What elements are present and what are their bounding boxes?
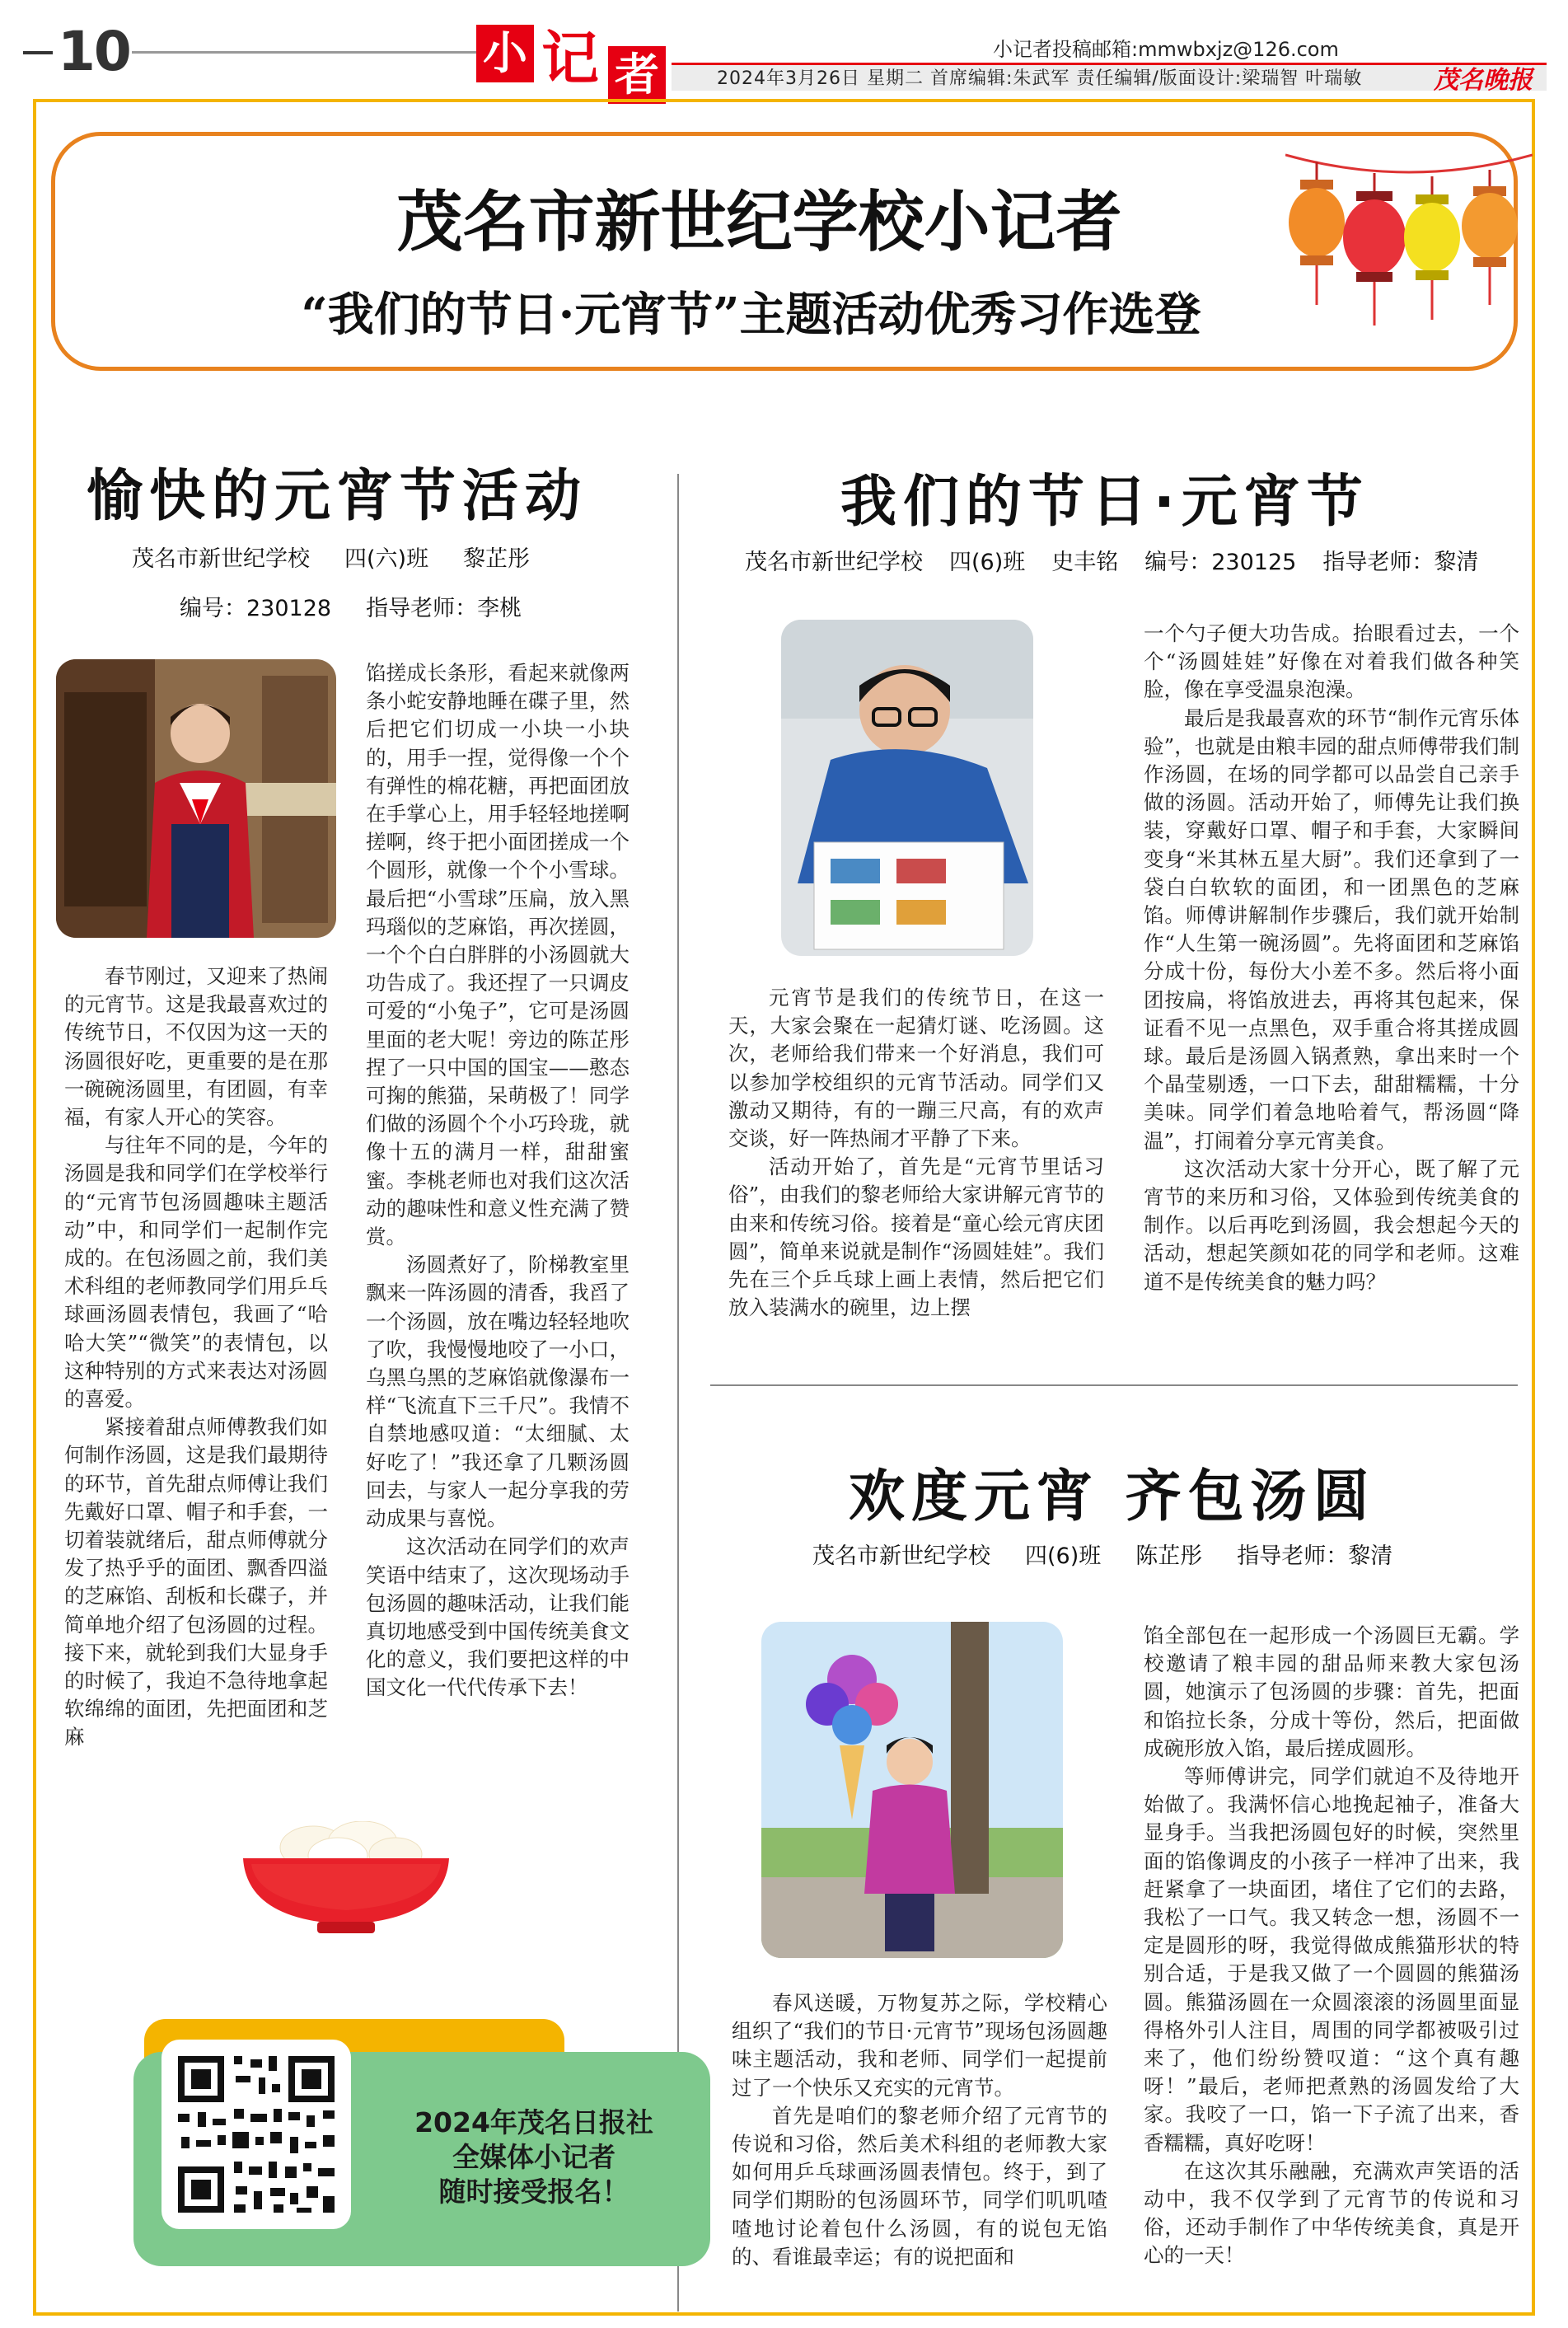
article-2-title: 我们的节日·元宵节 xyxy=(840,470,1369,535)
article-3-school: 茂名市新世纪学校 xyxy=(812,1543,990,1569)
article-2-meta-1 xyxy=(745,544,1478,576)
paragraph: 在这次其乐融融，充满欢声笑语的活动中，我不仅学到了元宵节的传说和习俗，还动手制作了中华传统美食，真是开心的一天！ xyxy=(1144,2158,1519,2268)
article-2-column-1 xyxy=(728,984,1104,1322)
column-name-char-1: 小 xyxy=(476,25,534,82)
promo-line-2: 全媒体小记者 xyxy=(452,2141,615,2173)
promo-line-3: 随时接受报名！ xyxy=(438,2176,630,2208)
promo-text xyxy=(369,2106,699,2209)
column-name-char-3: 者 xyxy=(608,46,666,104)
paragraph: 与往年不同的是，今年的汤圆是我和同学们在学校举行的“元宵节包汤圆趣味主题活动”中，和同学们一起制作完成的。在包汤圆之前，我们美术科组的老师教同学们用乒乓球画汤圆表情包，我画了“哈哈大笑”“微笑”的表情包，以这种特别的方式来表达对汤圆的喜爱。 xyxy=(64,1133,328,1412)
article-2-photo xyxy=(781,620,1033,956)
paragraph: 春风送暖，万物复苏之际，学校精心组织了“我们的节日·元宵节”现场包汤圆趣味主题活动，我和老师、同学们一起提前过了一个快乐又充实的元宵节。 xyxy=(732,1991,1107,2100)
article-1-school: 茂名市新世纪学校 xyxy=(132,546,310,572)
lantern-icon xyxy=(1285,140,1533,338)
article-2-class: 四(6)班 xyxy=(949,550,1026,575)
article-2-teacher: 指导老师：黎清 xyxy=(1322,550,1479,575)
banner-title: 茂名市新世纪学校小记者 xyxy=(396,183,1122,260)
article-1-author: 黎芷彤 xyxy=(463,546,531,572)
paragraph: 首先是咱们的黎老师介绍了元宵节的传说和习俗，然后美术科组的老师教大家如何用乒乓球画汤圆表情包。终于，到了同学们期盼的包汤圆环节，同学们叽叽喳喳地讨论着包什么汤圆，有的说包无馅的、看谁最幸运；有的说把面和 xyxy=(732,2103,1107,2269)
article-1-meta-1 xyxy=(132,541,564,573)
article-3-column-2 xyxy=(1144,1622,1519,2270)
article-3-class: 四(6)班 xyxy=(1025,1543,1102,1569)
column-name-char-2: 记 xyxy=(541,25,599,92)
submission-email: 小记者投稿邮箱:mmwbxjz@126.com xyxy=(993,38,1339,61)
article-1-column-2 xyxy=(366,659,630,1703)
section-divider-horizontal xyxy=(710,1384,1518,1386)
article-2-column-2 xyxy=(1144,620,1519,1296)
paragraph: 最后是我最喜欢的环节“制作元宵乐体验”，也就是由粮丰园的甜点师傅带我们制作汤圆，在场的同学都可以品尝自己亲手做的汤圆。活动开始了，师傅先让我们换装，穿戴好口罩、帽子和手套，大家瞬间变身“米其林五星大厨”。我们还拿到了一袋白白软软的面团，和一团黑色的芝麻馅。师傅讲解制作步骤后，我们就开始制作“人生第一碗汤圆”。先将面团和芝麻馅分成十份，每份大小差不多。然后将小面团按扁，将馅放进去，再将其包起来，保证看不见一点黑色，双手重合将其搓成圆球。最后是汤圆入锅煮熟，拿出来时一个个晶莹剔透，一口下去，甜甜糯糯，十分美味。同学们着急地哈着气，帮汤圆“降温”，打闹着分享元宵美食。 xyxy=(1144,705,1519,1153)
masthead-rule xyxy=(132,51,478,54)
article-3-photo xyxy=(761,1622,1063,1958)
promo-line-1: 2024年茂名日报社 xyxy=(414,2106,653,2138)
paragraph: 这次活动大家十分开心，既了解了元宵节的来历和习俗，又体验到传统美食的制作。以后再吃到汤圆，我会想起今天的活动，想起笑颜如花的同学和老师。这难道不是传统美食的魅力吗？ xyxy=(1144,1156,1519,1294)
paragraph: 元宵节是我们的传统节日，在这一天，大家会聚在一起猜灯谜、吃汤圆。这次，老师给我们带来一个好消息，我们可以参加学校组织的元宵节活动。同学们又激动又期待，有的一蹦三尺高，有的欢声交谈，好一阵热闹才平静了下来。 xyxy=(728,986,1104,1151)
paragraph: 这次活动在同学们的欢声笑语中结束了，这次现场动手包汤圆的趣味活动，让我们能真切地感受到中国传统美食文化的意义，我们要把这样的中国文化一代代传承下去！ xyxy=(366,1534,630,1700)
article-3-column-1 xyxy=(732,1989,1107,2271)
article-3-meta-1 xyxy=(812,1538,1392,1570)
column-name xyxy=(476,21,671,107)
paragraph: 紧接着甜点师傅教我们如何制作汤圆，这是我们最期待的环节，首先甜点师傅让我们先戴好口罩、帽子和手套，一切着装就绪后，甜点师傅就分发了热乎乎的面团、飘香四溢的芝麻馅、刮板和长碟子，并简单地介绍了包汤圆的过程。接下来，就轮到我们大显身手的时候了，我迫不急待地拿起软绵绵的面团，先把面团和芝麻 xyxy=(64,1415,328,1750)
article-1-class: 四(六)班 xyxy=(344,546,429,572)
article-3-author: 陈芷彤 xyxy=(1135,1543,1203,1569)
qr-code-icon[interactable] xyxy=(161,2040,351,2229)
paragraph: 馅全部包在一起形成一个汤圆巨无霸。学校邀请了粮丰园的甜品师来教大家包汤圆，她演示了包汤圆的步骤：首先，把面和馅拉长条，分成十等份，然后，把面做成碗形放入馅，最后搓成圆形。 xyxy=(1144,1623,1519,1760)
issue-line: 2024年3月26日 星期二 首席编辑:朱武军 责任编辑/版面设计:梁瑞智 叶瑞敏 xyxy=(717,68,1363,89)
paragraph: 等师傅讲完，同学们就迫不及待地开始做了。我满怀信心地挽起袖子，准备大显身手。当我把汤圆包好的时候，突然里面的馅像调皮的小孩子一样冲了出来，我赶紧拿了一块面团，堵住了它们的去路，我松了一口气。我又转念一想，汤圆不一定是圆形的呀，我觉得做成熊猫形状的特别合适，于是我又做了一个圆圆的熊猫汤圆。熊猫汤圆在一众圆滚滚的汤圆里面显得格外引人注目，周围的同学都被吸引过来了，他们纷纷赞叹道：“这个真有趣呀！”最后，老师把煮熟的汤圆发给了大家。我咬了一口，馅一下子流了出来，香香糯糯，真好吃呀！ xyxy=(1144,1764,1519,2155)
article-1-teacher: 指导老师：李桃 xyxy=(366,596,522,621)
article-2-author: 史丰铭 xyxy=(1051,550,1119,575)
article-2-number: 编号：230125 xyxy=(1144,550,1297,575)
paragraph: 馅搓成长条形，看起来就像两条小蛇安静地睡在碟子里，然后把它们切成一小块一小块的，用手一捏，觉得像一个个有弹性的棉花糖，再把面团放在手掌心上，用手轻轻地搓啊搓啊，终于把小面团搓成一个个圆形，就像一个个小雪球。最后把“小雪球”压扁，放入黑玛瑙似的芝麻馅，再次搓圆，一个个白白胖胖的小汤圆就大功告成了。我还捏了一只调皮可爱的“小兔子”，它可是汤圆里面的老大呢！旁边的陈芷彤捏了一只中国的国宝——憨态可掬的熊猫，呆萌极了！同学们做的汤圆个个小巧玲珑，就像十五的满月一样，甜甜蜜蜜。李桃老师也对我们这次活动的趣味性和意义性充满了赞赏。 xyxy=(366,661,630,1249)
article-1-meta-2 xyxy=(180,590,556,622)
paragraph: 活动开始了，首先是“元宵节里话习俗”，由我们的黎老师给大家讲解元宵节的由来和传统习俗。接着是“童心绘元宵庆团圆”，简单来说就是制作“汤圆娃娃”。我们先在三个乒乓球上画上表情，然后把它们放入装满水的碗里，边上摆 xyxy=(728,1155,1104,1320)
page-number: 10 xyxy=(58,20,130,83)
article-1-photo xyxy=(56,659,336,938)
column-divider-vertical xyxy=(677,474,679,2312)
article-2-school: 茂名市新世纪学校 xyxy=(745,550,923,575)
article-1-title: 愉快的元宵节活动 xyxy=(87,464,588,529)
article-3-title: 欢度元宵 齐包汤圆 xyxy=(849,1464,1376,1529)
paper-logo: 茂名晚报 xyxy=(1434,66,1533,95)
paragraph: 汤圆煮好了，阶梯教室里飘来一阵汤圆的清香，我舀了一个汤圆，放在嘴边轻轻地吹了吹，我慢慢地咬了一小口，乌黑乌黑的芝麻馅就像瀑布一样“飞流直下三千尺”。我情不自禁地感叹道：“太细腻、太好吃了！”我还拿了几颗汤圆回去，与家人一起分享我的劳动成果与喜悦。 xyxy=(366,1253,630,1531)
article-1-number: 编号：230128 xyxy=(180,596,332,621)
bowl-icon xyxy=(239,1821,453,1937)
article-1-column-1 xyxy=(64,963,328,1752)
banner-subtitle: “我们的节日·元宵节”主题活动优秀习作选登 xyxy=(301,288,1201,342)
paragraph: 春节刚过，又迎来了热闹的元宵节。这是我最喜欢过的传统节日，不仅因为这一天的汤圆很好吃，更重要的是在那一碗碗汤圆里，有团圆，有幸福，有家人开心的笑容。 xyxy=(64,964,328,1130)
article-3-teacher: 指导老师：黎清 xyxy=(1237,1543,1393,1569)
paragraph: 一个勺子便大功告成。抬眼看过去，一个个“汤圆娃娃”好像在对着我们做各种笑脸，像在享受温泉泡澡。 xyxy=(1144,621,1519,702)
page-number-dash xyxy=(23,51,53,54)
